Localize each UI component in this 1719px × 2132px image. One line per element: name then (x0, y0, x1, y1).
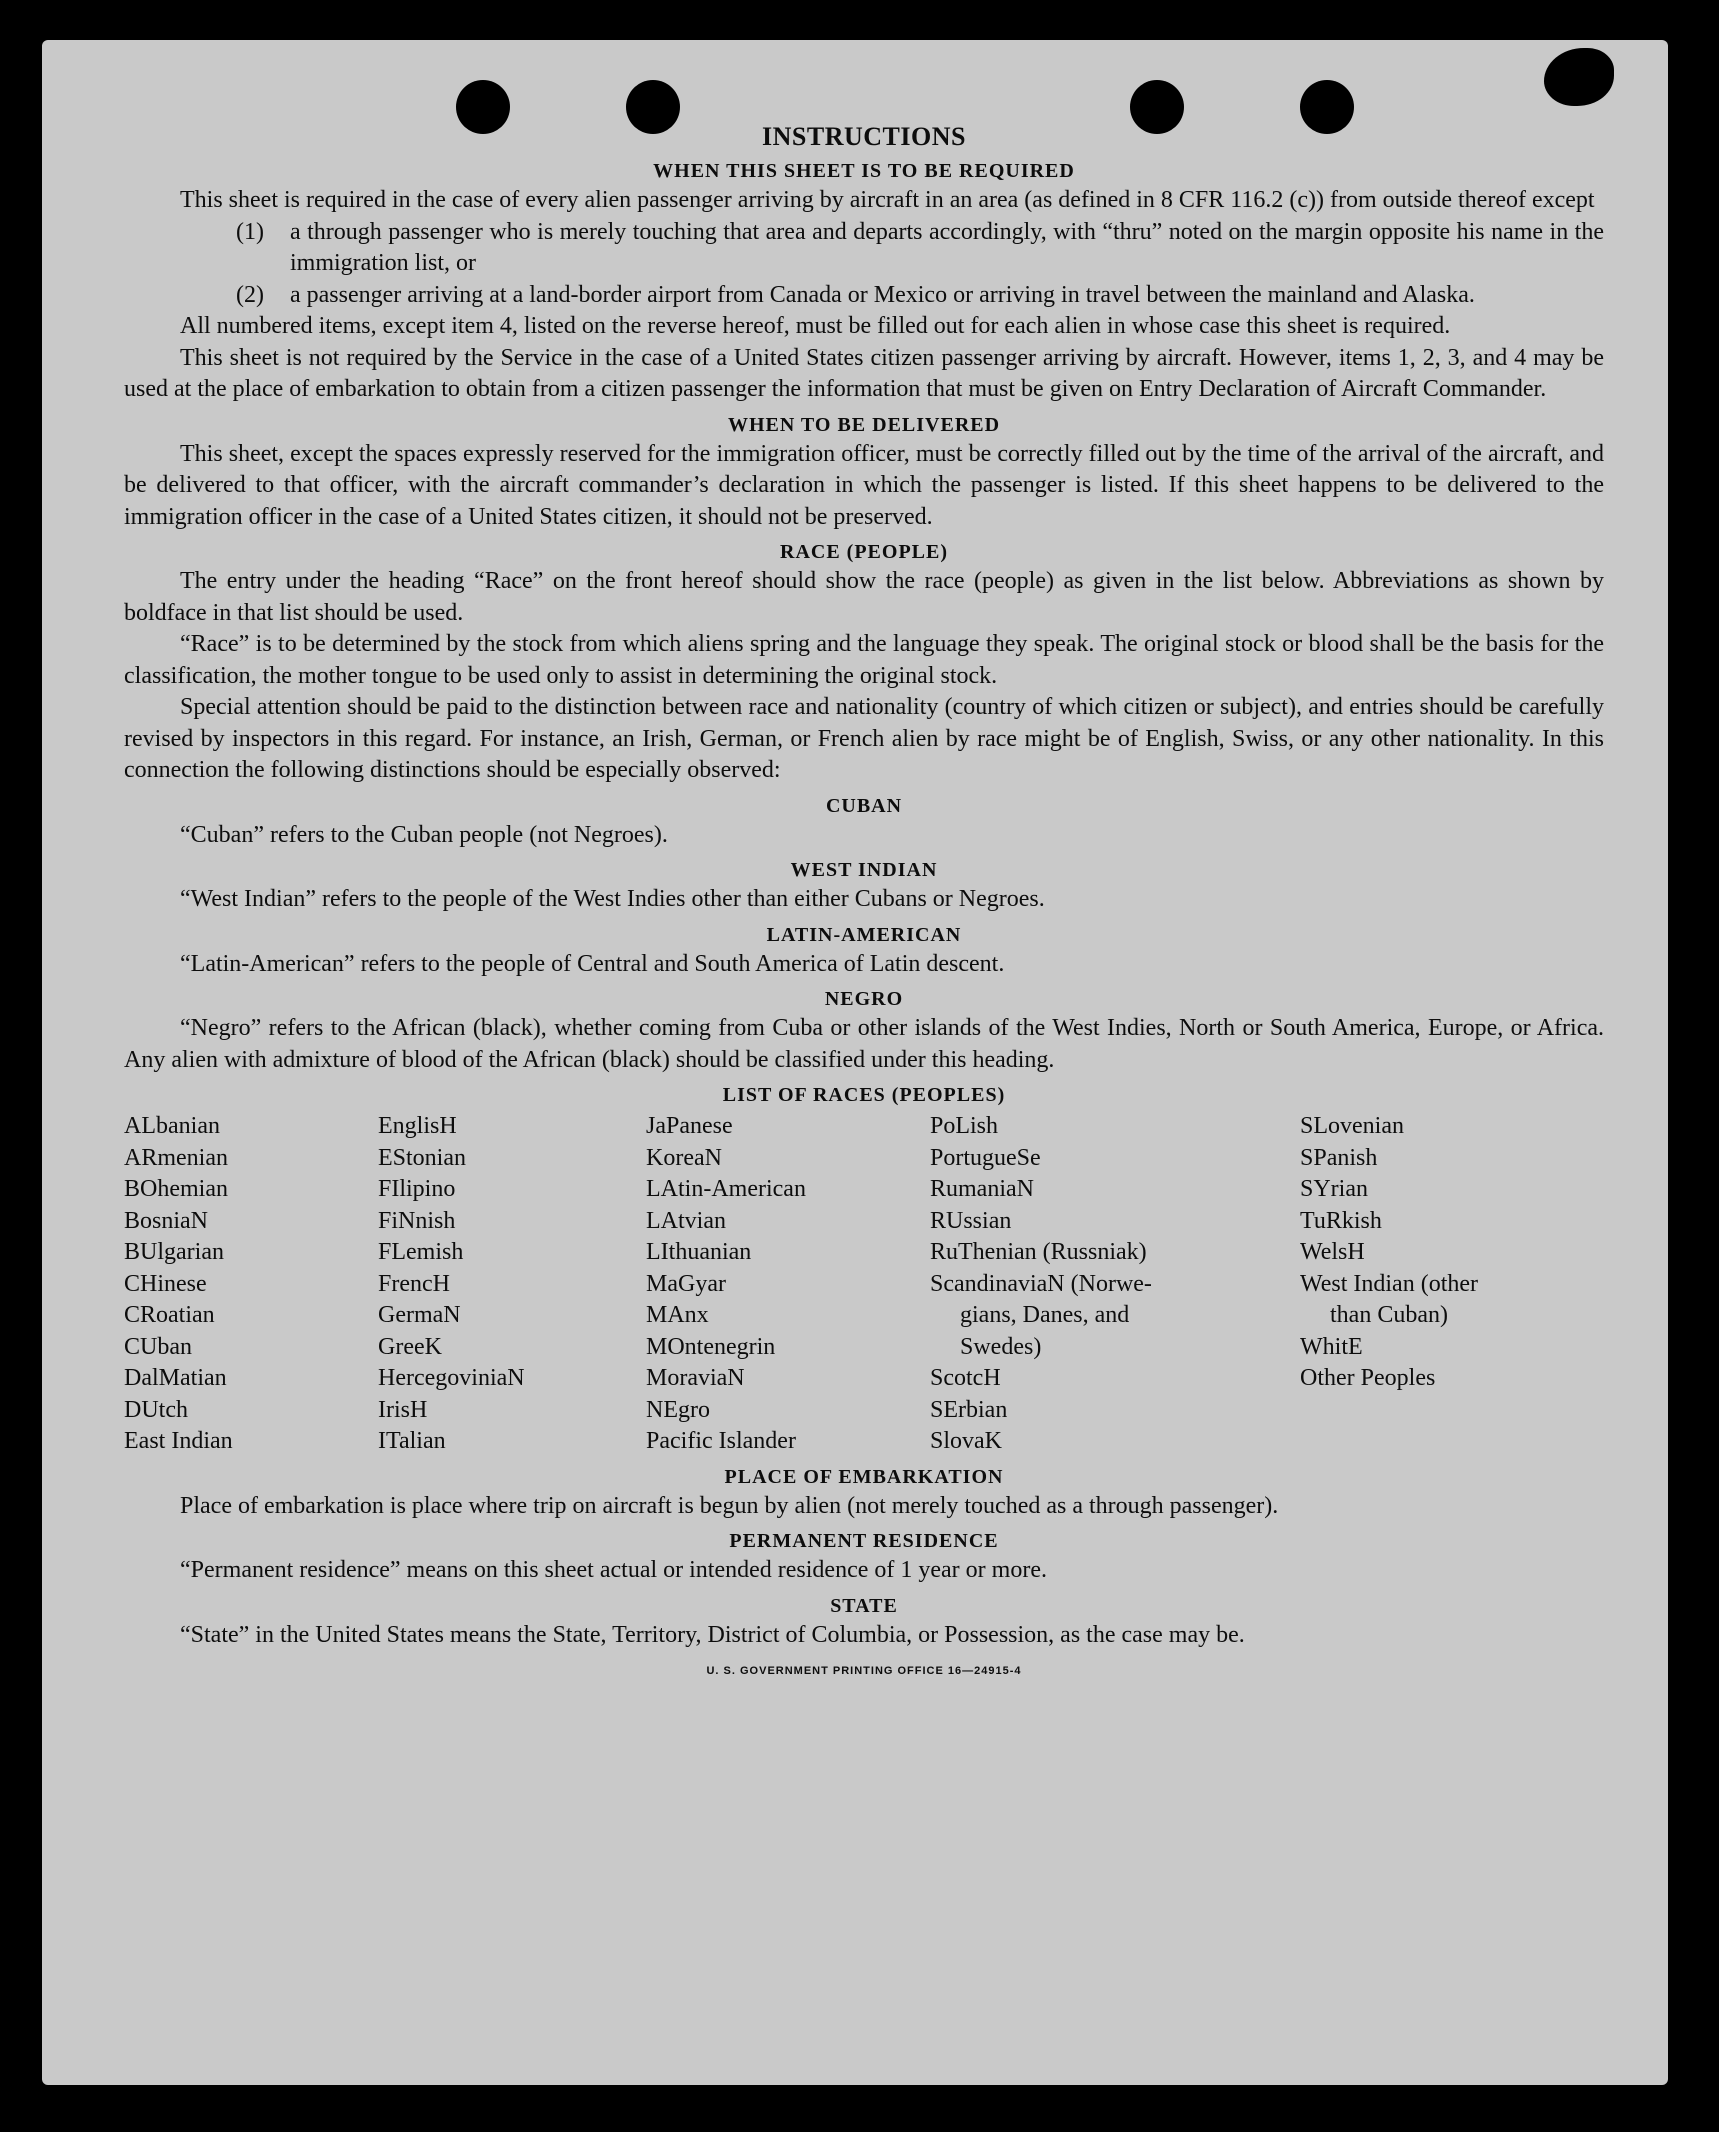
race-item: DalMatian (124, 1365, 227, 1391)
race-item: SErbian (930, 1396, 1008, 1423)
race-item: MOntenegrin (646, 1333, 776, 1360)
race-column (124, 1111, 378, 1458)
race-item: PortugueSe (930, 1144, 1041, 1171)
paragraph: This sheet is required in the case of every alien passenger arriving by aircraft in an area (as defined in 8 CFR 116.2 (c)) from outside thereof except (180, 187, 1595, 213)
race-item: IrisH (378, 1396, 428, 1423)
race-item: Pacific Islander (646, 1428, 796, 1454)
torn-corner (1544, 48, 1614, 106)
race-column (1300, 1111, 1600, 1458)
race-item: SlovaK (930, 1428, 1002, 1454)
race-item: KoreaN (646, 1144, 722, 1171)
race-item: SPanish (1300, 1144, 1378, 1171)
race-item-continued: gians, Danes, and (960, 1302, 1130, 1328)
race-item: BOhemian (124, 1176, 228, 1202)
exception-item (236, 280, 1604, 312)
heading-west-indian: WEST INDIAN (790, 859, 938, 881)
heading-negro: NEGRO (824, 988, 904, 1010)
race-item: SYrian (1300, 1176, 1368, 1202)
paragraph: This sheet is not required by the Service in the case of a United States citizen passenger arriving by aircraft. However, items 1, 2, 3, and 4 may be used at the place of embarkation to obtain from a citizen passenger the information that must be given on Entry Declaration of Aircraft Commander. (124, 344, 1604, 402)
race-item: HercegoviniaN (378, 1365, 525, 1391)
race-item: FiNnish (378, 1207, 456, 1234)
race-item: Other Peoples (1300, 1365, 1436, 1391)
race-item-continued: than Cuban) (1330, 1302, 1448, 1328)
paragraph: “Race” is to be determined by the stock from which aliens spring and the language they speak. The original stock or blood shall be the basis for the classification, the mother tongue to be used only to assist in determining the original stock. (124, 631, 1604, 689)
heading-delivered: WHEN TO BE DELIVERED (727, 413, 1001, 436)
race-item: RUssian (930, 1207, 1012, 1234)
race-item: RuThenian (Russniak) (930, 1239, 1147, 1265)
heading-embarkation: PLACE OF EMBARKATION (724, 1465, 1004, 1488)
heading-race: RACE (PEOPLE) (780, 541, 948, 563)
race-column (930, 1111, 1300, 1458)
race-item-continued: Swedes) (960, 1333, 1042, 1360)
race-item: LAtin-American (646, 1176, 806, 1202)
paragraph: “Latin-American” refers to the people of Central and South America of Latin descent. (180, 950, 1005, 977)
heading-cuban: CUBAN (825, 794, 903, 817)
race-item: BosniaN (124, 1207, 208, 1234)
race-item: LAtvian (646, 1207, 726, 1234)
race-item: JaPanese (646, 1113, 733, 1139)
heading-latin-american: LATIN-AMERICAN (766, 923, 962, 946)
exception-text: a passenger arriving at a land-border airport from Canada or Mexico or arriving in travel between the mainland and Alaska. (290, 281, 1475, 308)
race-item: DUtch (124, 1396, 188, 1423)
race-item: ScandinaviaN (Norwe- (930, 1270, 1152, 1297)
race-item: MaGyar (646, 1270, 726, 1297)
race-column (646, 1111, 930, 1458)
race-item: SLovenian (1300, 1113, 1404, 1139)
race-item: EnglisH (378, 1113, 457, 1139)
race-item: WelsH (1300, 1239, 1365, 1265)
exception-number: (2) (236, 281, 264, 308)
paragraph: “Permanent residence” means on this sheet actual or intended residence of 1 year or more. (180, 1557, 1047, 1583)
paragraph: “Negro” refers to the African (black), whether coming from Cuba or other islands of the West Indies, North or South America, Europe, or Africa. Any alien with admixture of blood of the African (black) should be classified under this heading. (124, 1015, 1604, 1073)
heading-list-of-races: LIST OF RACES (PEOPLES) (722, 1084, 1006, 1106)
race-item: RumaniaN (930, 1176, 1034, 1202)
paragraph: “West Indian” refers to the people of the West Indies other than either Cubans or Negroes. (180, 886, 1045, 912)
paragraph: “Cuban” refers to the Cuban people (not Negroes). (180, 821, 668, 848)
race-item: FrencH (378, 1270, 450, 1297)
race-item: East Indian (124, 1428, 233, 1454)
exception-text: a through passenger who is merely touching that area and departs accordingly, with “thru” noted on the margin opposite his name in the immigration list, or (290, 218, 1604, 276)
printer-imprint: U. S. GOVERNMENT PRINTING OFFICE 16—24915-4 (706, 1665, 1022, 1677)
race-item: FLemish (378, 1239, 464, 1265)
race-column (378, 1111, 646, 1458)
race-item: GreeK (378, 1333, 442, 1360)
exception-item (236, 217, 1604, 280)
race-item: NEgro (646, 1396, 710, 1423)
race-list (124, 1111, 1604, 1458)
race-item: CRoatian (124, 1302, 215, 1328)
heading-required: WHEN THIS SHEET IS TO BE REQUIRED (653, 160, 1075, 182)
page-title: INSTRUCTIONS (762, 122, 966, 151)
race-item: EStonian (378, 1144, 466, 1171)
race-item: MAnx (646, 1302, 709, 1328)
race-item: PoLish (930, 1113, 999, 1139)
document-body (124, 122, 1604, 1677)
race-item: LIthuanian (646, 1239, 752, 1265)
race-item: CUban (124, 1333, 192, 1360)
race-item: ALbanian (124, 1113, 220, 1139)
paragraph: This sheet, except the spaces expressly reserved for the immigration officer, must be correctly filled out by the time of the arrival of the aircraft, and be delivered to that officer, with the aircraft commander’s declaration in which the passenger is listed. If this sheet happens to be delivered to the immigration officer in the case of a United States citizen, it should not be preserved. (124, 440, 1604, 530)
exception-number: (1) (236, 218, 264, 245)
paragraph: Special attention should be paid to the distinction between race and nationality (country of which citizen or subject), and entries should be carefully revised by inspectors in this regard. For instance, an Irish, German, or French alien by race might be of English, Swiss, or any other nationality. In this connection the following distinctions should be especially observed: (124, 694, 1604, 783)
race-item: FIlipino (378, 1176, 456, 1202)
race-item: West Indian (other (1300, 1270, 1479, 1297)
race-item: TuRkish (1300, 1207, 1382, 1234)
paragraph: Place of embarkation is place where trip on aircraft is begun by alien (not merely touched as a through passenger). (180, 1492, 1279, 1519)
race-item: ARmenian (124, 1144, 228, 1171)
race-item: CHinese (124, 1270, 207, 1297)
paragraph: The entry under the heading “Race” on the front hereof should show the race (people) as given in the list below. Abbreviations as shown by boldface in that list should be used. (124, 568, 1604, 626)
paragraph: “State” in the United States means the State, Territory, District of Columbia, or Possession, as the case may be. (180, 1621, 1245, 1648)
heading-state: STATE (830, 1594, 898, 1617)
race-item: ScotcH (930, 1365, 1001, 1391)
race-item: BUlgarian (124, 1239, 224, 1265)
race-item: MoraviaN (646, 1365, 745, 1391)
race-item: GermaN (378, 1302, 461, 1328)
race-item: ITalian (378, 1428, 446, 1454)
paragraph: All numbered items, except item 4, listed on the reverse hereof, must be filled out for each alien in whose case this sheet is required. (180, 313, 1451, 339)
heading-permanent-residence: PERMANENT RESIDENCE (729, 1530, 999, 1552)
document-sheet (42, 40, 1668, 2085)
race-item: WhitE (1300, 1333, 1363, 1360)
